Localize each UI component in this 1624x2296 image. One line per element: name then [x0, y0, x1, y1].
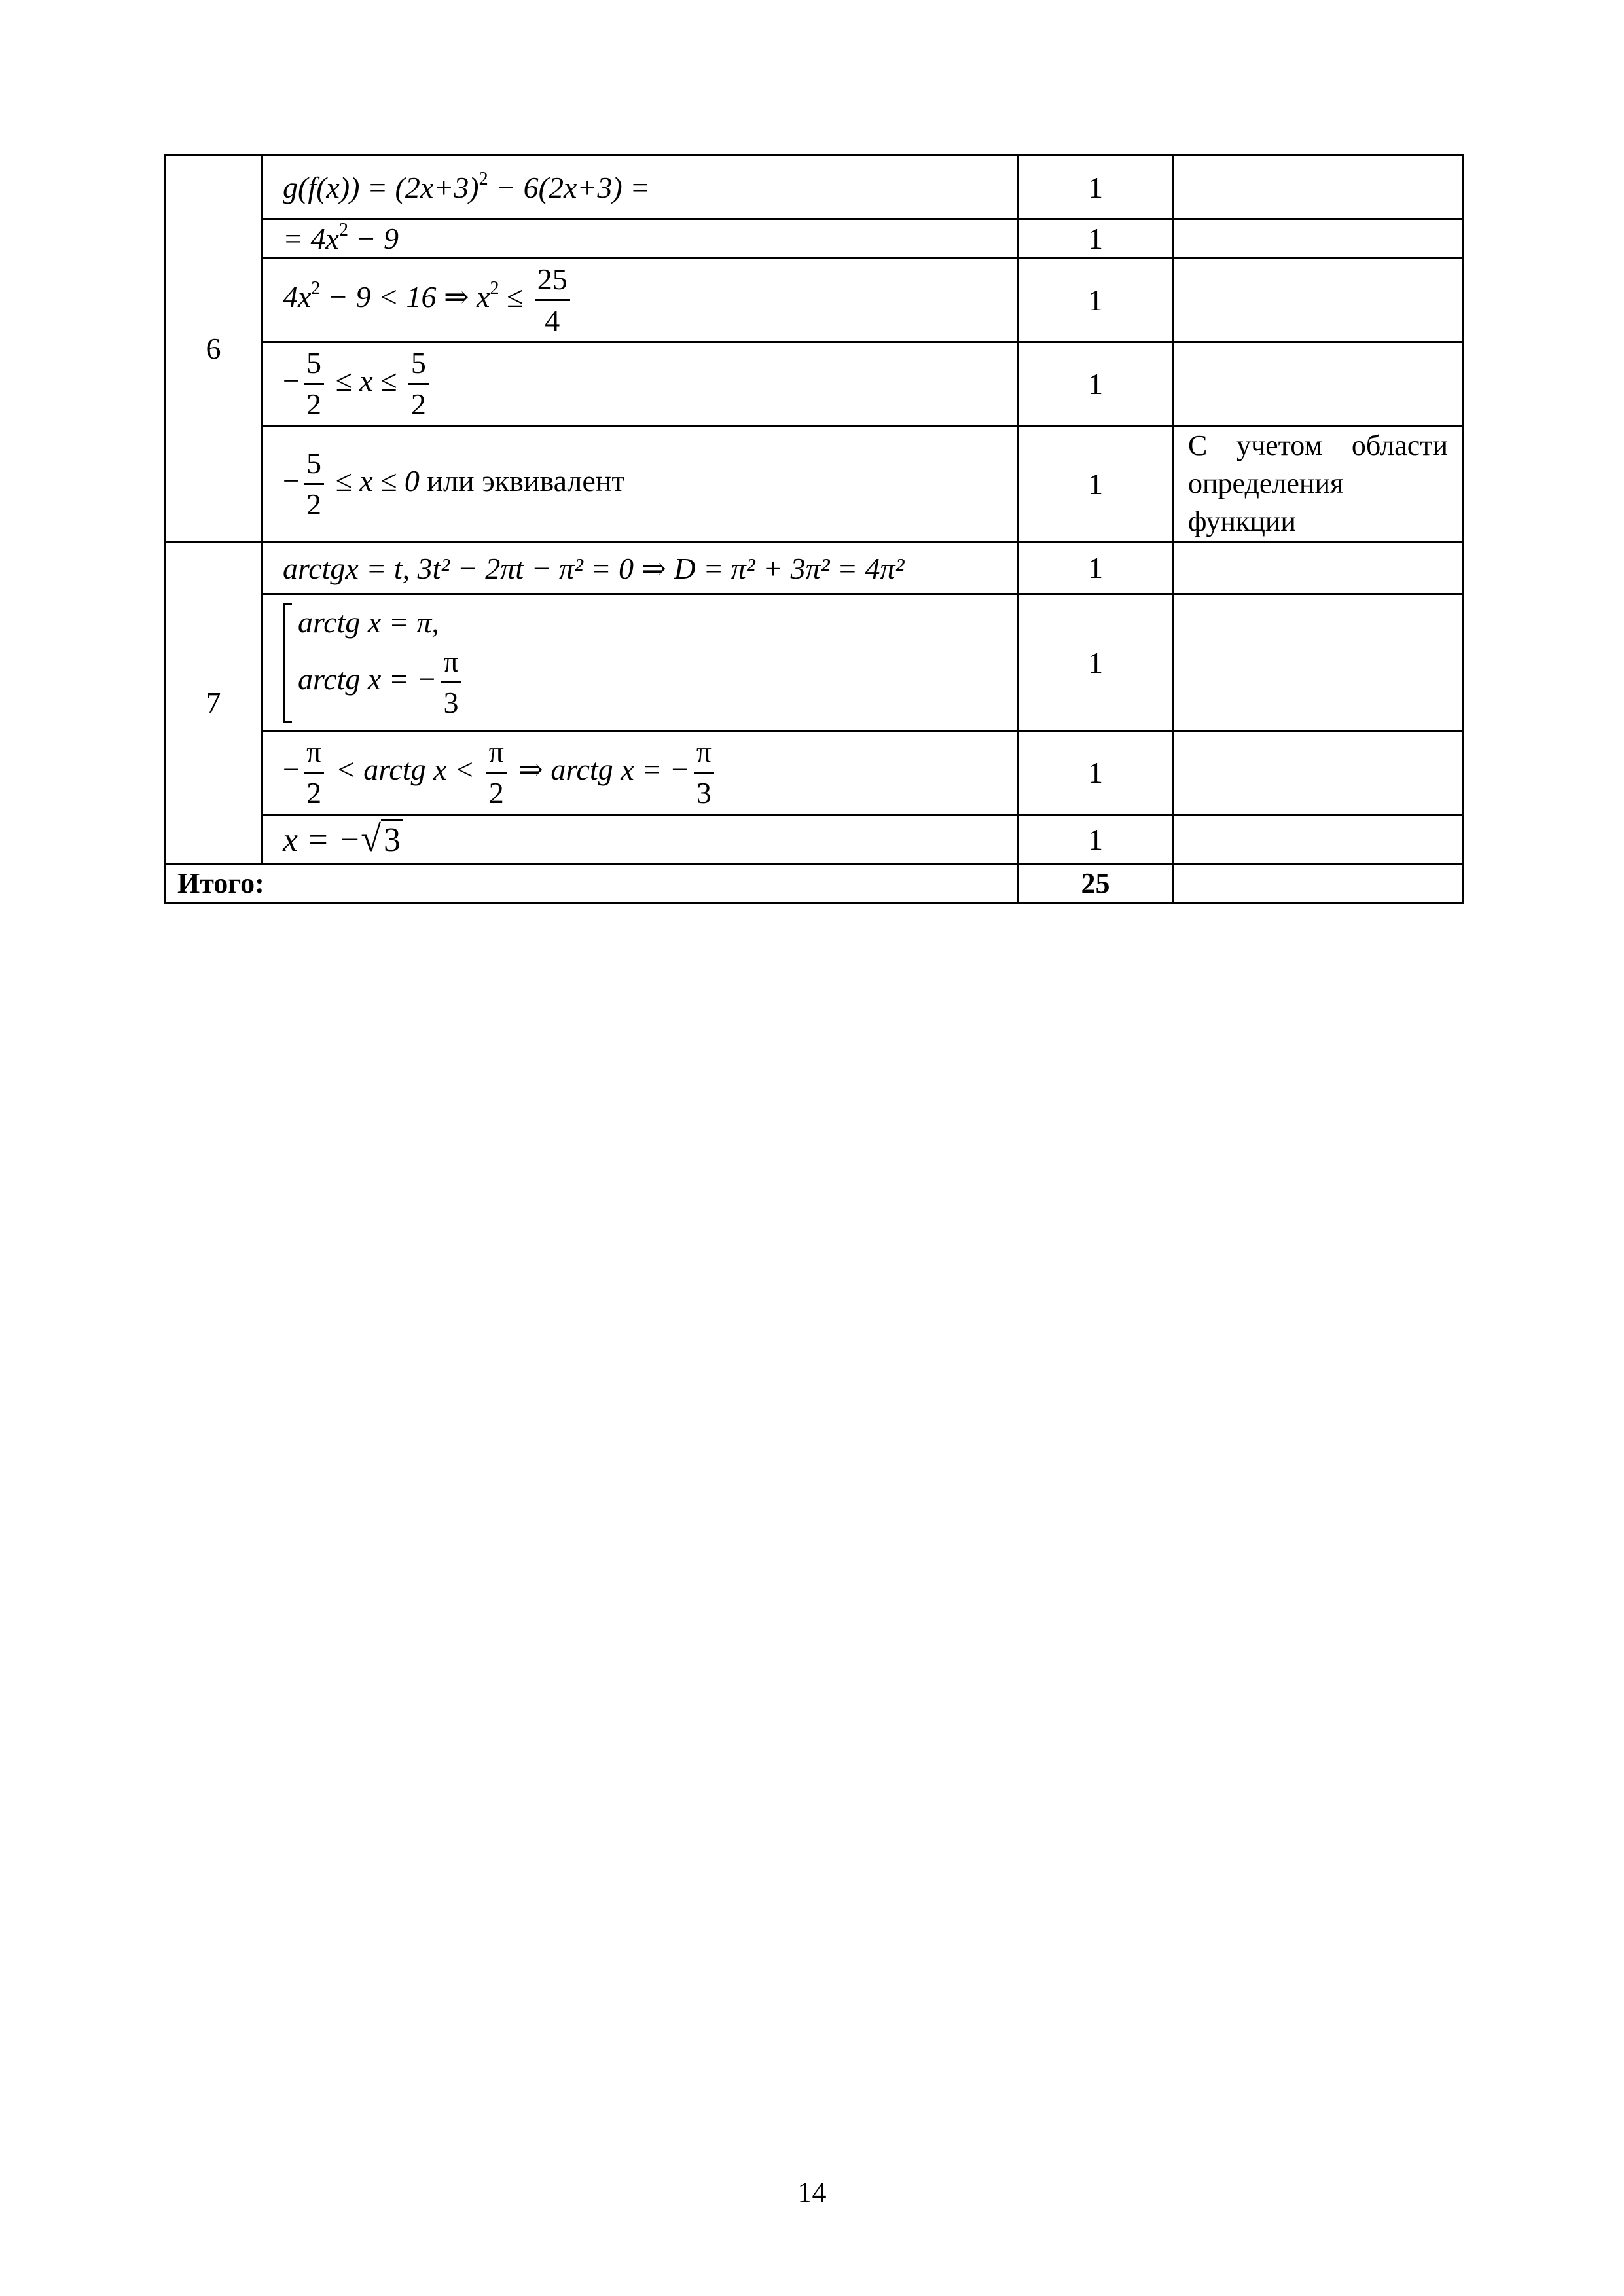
fraction-denominator: 4 [545, 304, 560, 337]
solution-step: arctgx = t, 3t² − 2πt − π² = 0 ⇒ D = π² + 3π² = 4π² [262, 542, 1019, 594]
fraction-numerator: 25 [535, 260, 570, 301]
table-row [165, 259, 1464, 342]
note-cell [1173, 864, 1464, 903]
fraction [535, 260, 570, 340]
step-expression-part: − [283, 364, 300, 398]
table-row [165, 219, 1464, 259]
fraction-numerator: 5 [408, 344, 429, 385]
step-expression-part: = 4x [283, 222, 339, 255]
fraction [694, 732, 714, 813]
system-line: arctg x = π, [298, 605, 439, 639]
note-cell [1173, 594, 1464, 731]
exponent: 2 [478, 168, 488, 189]
equation-system [283, 603, 465, 723]
total-value: 25 [1019, 864, 1173, 903]
fraction-denominator: 3 [696, 776, 712, 810]
solution-step [262, 259, 1019, 342]
points-cell: 1 [1019, 815, 1173, 864]
step-expression-part: ⇒ arctg x = − [510, 753, 690, 787]
total-row [165, 864, 1464, 903]
note-cell: С учетом области определения функции [1173, 426, 1464, 542]
step-expression-part: ≤ x ≤ 0 [327, 463, 427, 497]
fraction-denominator: 2 [306, 387, 321, 421]
sqrt-icon: √ [361, 819, 381, 859]
step-expression-part: 4x [283, 280, 312, 314]
fraction-denominator: 2 [410, 387, 426, 421]
solution-step [262, 342, 1019, 426]
fraction [304, 444, 324, 524]
step-expression-part: − 9 [348, 222, 399, 255]
points-cell: 1 [1019, 259, 1173, 342]
step-expression-part: − [283, 463, 300, 497]
step-expression-part: ≤ x ≤ [327, 364, 405, 398]
fraction-denominator: 2 [488, 776, 504, 810]
fraction [408, 344, 429, 424]
solution-step [262, 731, 1019, 815]
solution-step [262, 815, 1019, 864]
table-row [165, 156, 1464, 219]
fraction-numerator: π [304, 732, 324, 774]
fraction-numerator: π [441, 642, 461, 683]
page-number: 14 [797, 2176, 827, 2208]
note-cell [1173, 156, 1464, 219]
fraction-numerator: π [694, 732, 714, 774]
step-expression-part: < arctg x < [328, 753, 482, 787]
points-cell: 1 [1019, 219, 1173, 259]
fraction-numerator: 5 [304, 444, 324, 485]
grading-table [164, 154, 1464, 904]
system-line [298, 642, 465, 723]
step-expression-part: arctg x = − [298, 662, 437, 696]
points-cell: 1 [1019, 542, 1173, 594]
points-cell: 1 [1019, 731, 1173, 815]
solution-step [262, 219, 1019, 259]
note-cell [1173, 815, 1464, 864]
step-suffix-text: или эквивалент [427, 463, 625, 497]
solution-step [262, 156, 1019, 219]
fraction [486, 732, 507, 813]
solution-step [262, 426, 1019, 542]
task-number: 7 [165, 542, 262, 864]
exponent: 2 [338, 220, 348, 240]
fraction [304, 732, 324, 813]
total-label: Итого: [165, 864, 1019, 903]
fraction-denominator: 3 [443, 685, 459, 719]
note-cell [1173, 731, 1464, 815]
step-expression-part: − 6(2x+3) = [488, 170, 651, 204]
table-row [165, 426, 1464, 542]
step-expression-part: ≤ [499, 280, 531, 314]
solution-step [262, 594, 1019, 731]
note-cell [1173, 219, 1464, 259]
step-expression-part: − [283, 753, 300, 787]
note-cell [1173, 259, 1464, 342]
step-expression-part: − 9 < 16 ⇒ x [320, 280, 490, 314]
step-expression-part: g(f(x)) = (2x+3) [283, 170, 479, 204]
points-cell: 1 [1019, 426, 1173, 542]
fraction-numerator: 5 [304, 344, 324, 385]
fraction [441, 642, 461, 723]
note-cell [1173, 342, 1464, 426]
task-number: 6 [165, 156, 262, 542]
table-row [165, 594, 1464, 731]
step-expression-part: x = − [283, 821, 361, 859]
fraction [304, 344, 324, 424]
fraction-denominator: 2 [306, 487, 321, 521]
fraction-denominator: 2 [306, 776, 322, 810]
points-cell: 1 [1019, 342, 1173, 426]
exponent: 2 [490, 278, 499, 299]
fraction-numerator: π [486, 732, 507, 774]
table-row [165, 542, 1464, 594]
exponent: 2 [311, 278, 321, 299]
table-row [165, 342, 1464, 426]
points-cell: 1 [1019, 594, 1173, 731]
table-row [165, 815, 1464, 864]
table-row [165, 731, 1464, 815]
note-cell [1173, 542, 1464, 594]
points-cell: 1 [1019, 156, 1173, 219]
radicand: 3 [381, 819, 403, 859]
